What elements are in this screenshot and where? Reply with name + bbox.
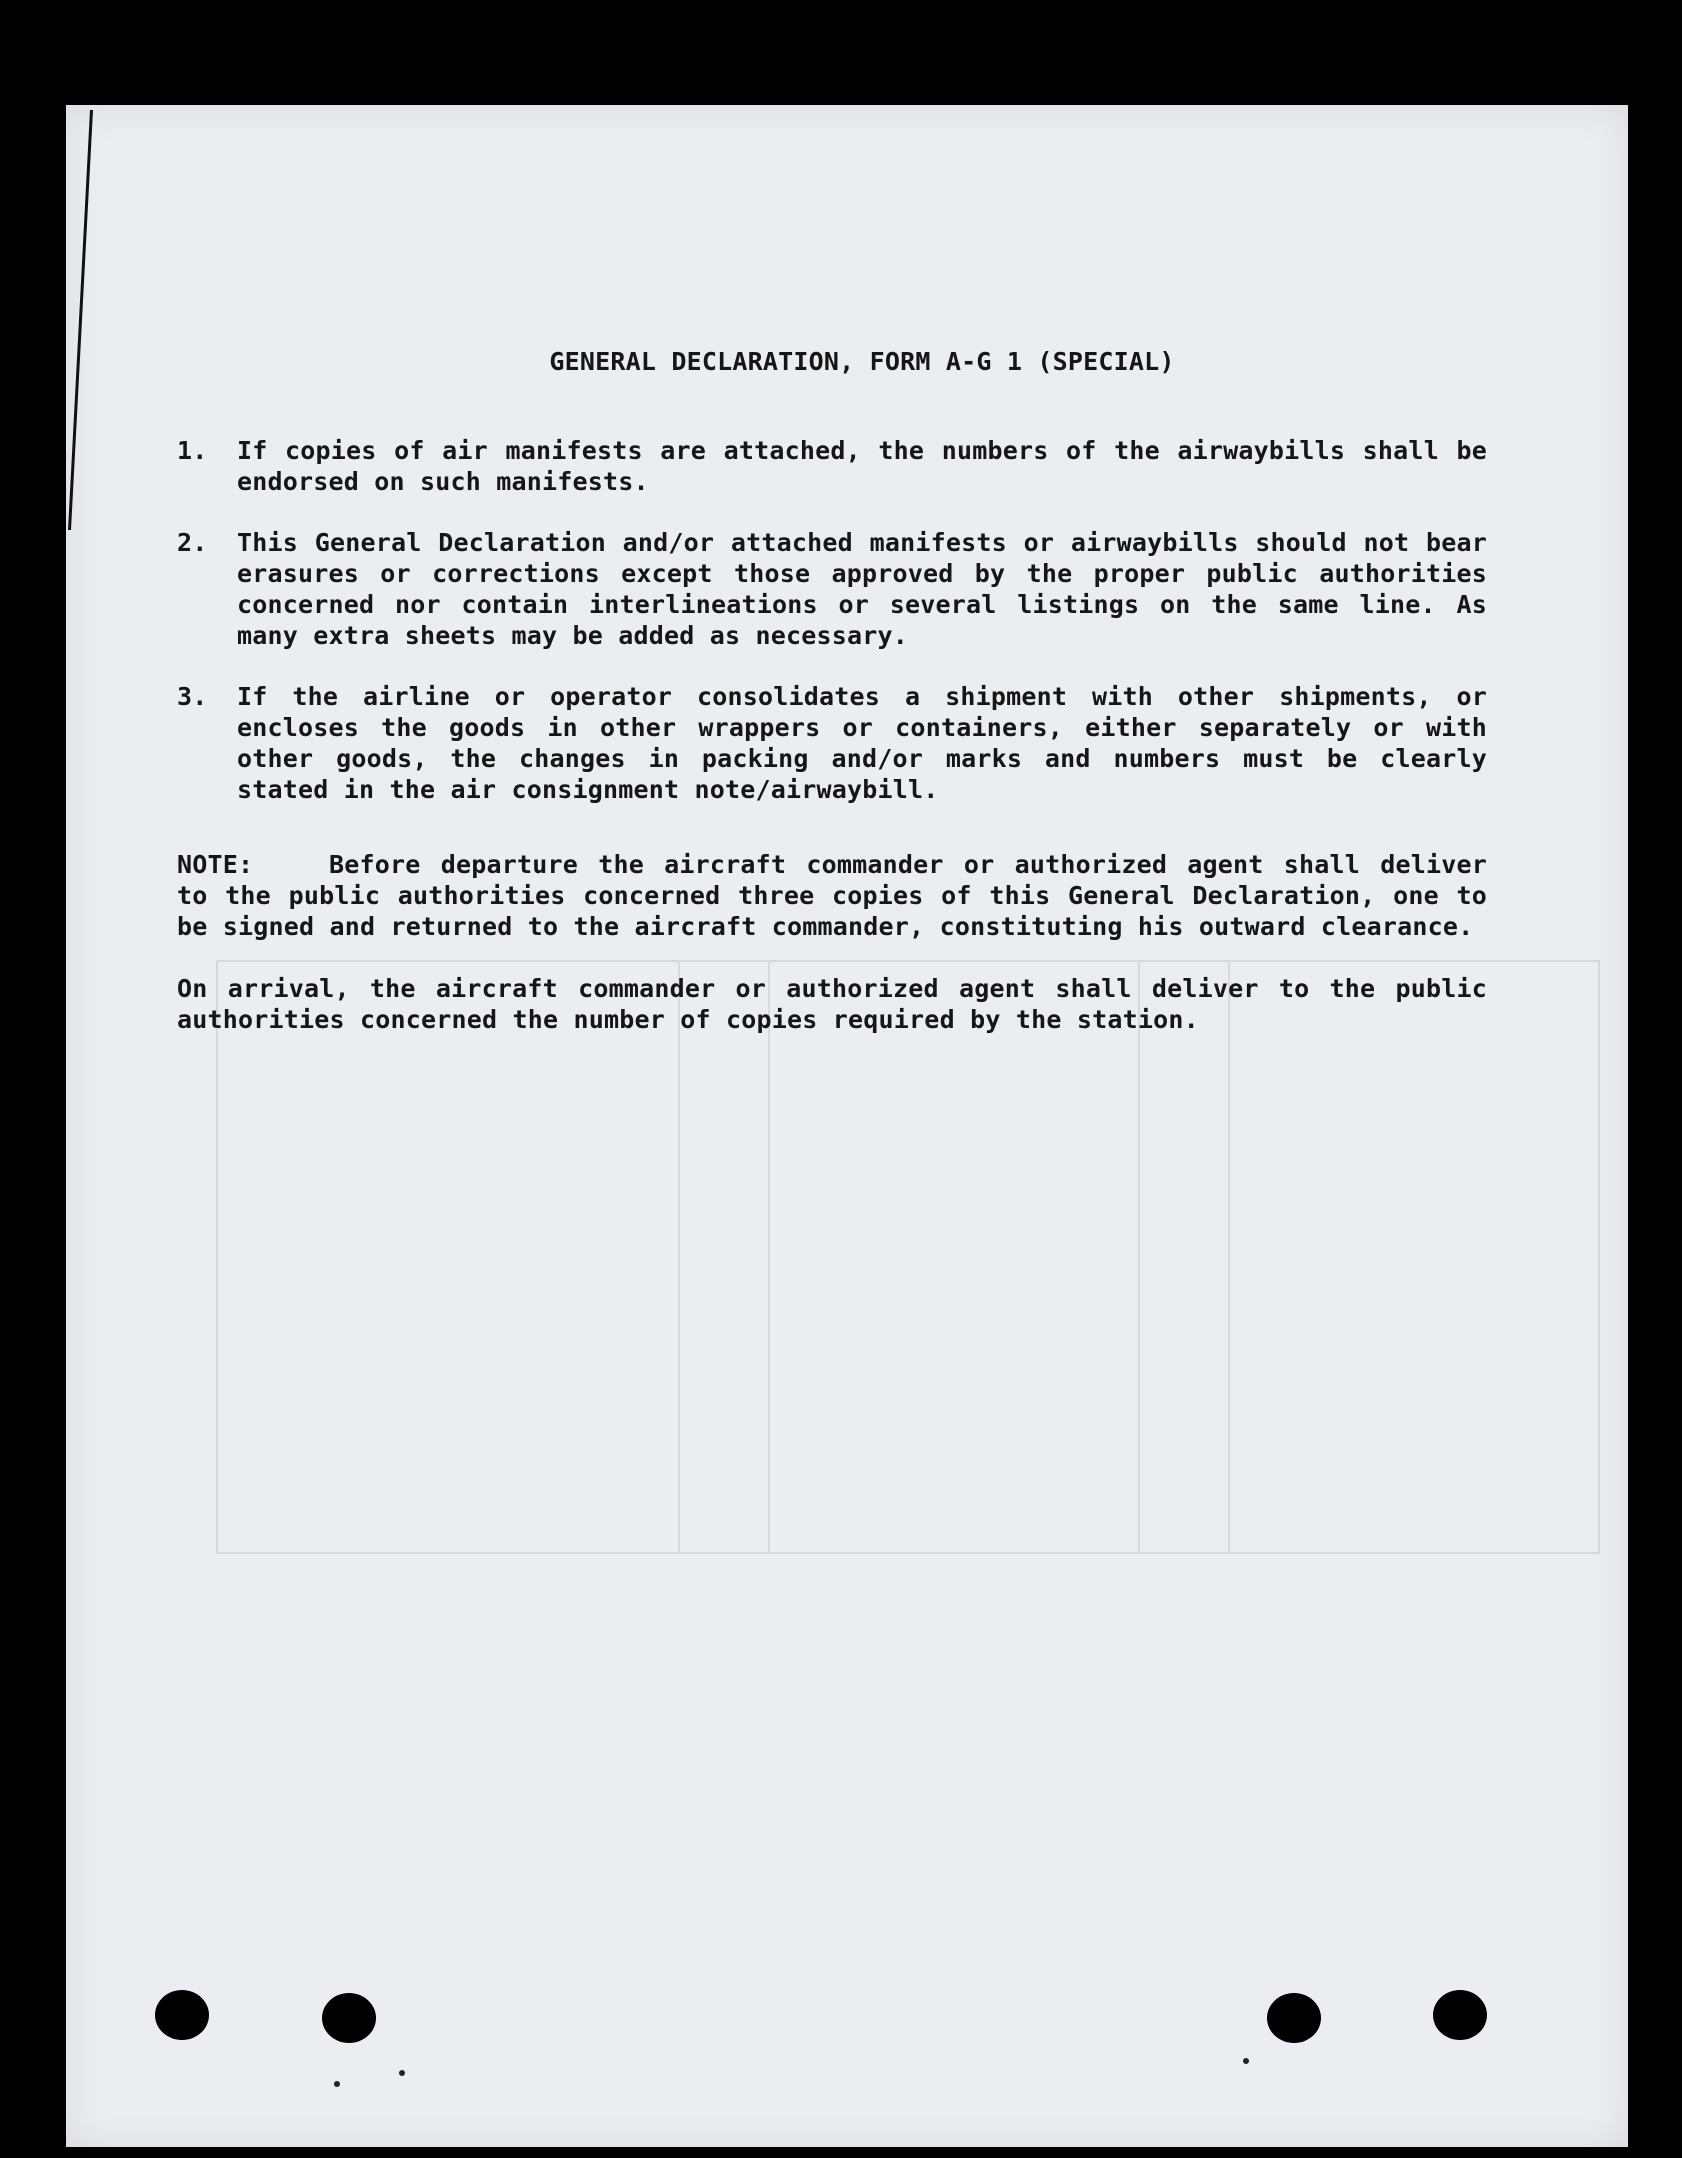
list-item bbox=[177, 527, 1487, 651]
scan-speck bbox=[399, 2070, 405, 2076]
punch-hole bbox=[1433, 1990, 1487, 2040]
item-number: 2. bbox=[177, 528, 208, 557]
punch-hole bbox=[322, 1993, 376, 2043]
scan-speck bbox=[1243, 2058, 1249, 2064]
item-text: If the airline or operator consolidates a shipment with other shipments, or encloses the goods in other wrappers or containers, either separately or with other goods, the changes in packing and/or marks and numbers must be clearly stated in the air consignment note/airwaybill. bbox=[237, 682, 1487, 804]
bleed-through-column-line bbox=[768, 962, 770, 1552]
item-text: This General Declaration and/or attached manifests or airwaybills should not bear erasures or corrections except those approved by the proper public authorities concerned nor contain interlineations or several listings on the same line. As many extra sheets may be added as necessary. bbox=[237, 528, 1487, 650]
bleed-through-table bbox=[216, 960, 1600, 1554]
item-number: 1. bbox=[177, 436, 208, 465]
punch-hole bbox=[155, 1990, 209, 2040]
bleed-through-column-line bbox=[1228, 962, 1230, 1552]
item-text: If copies of air manifests are attached, the numbers of the airwaybills shall be endorsed on such manifests. bbox=[237, 436, 1487, 496]
list-item bbox=[177, 435, 1487, 497]
note-label: NOTE: bbox=[177, 850, 254, 879]
bleed-through-column-line bbox=[678, 962, 680, 1552]
scan-speck bbox=[334, 2081, 340, 2087]
note-text: Before departure the aircraft commander or authorized agent shall deliver to the public authorities concerned three copies of this General Declaration, one to be signed and returned to the aircraft commander, constituting his outward clearance. bbox=[177, 850, 1487, 941]
punch-hole bbox=[1267, 1993, 1321, 2043]
item-number: 3. bbox=[177, 682, 208, 711]
note-paragraph bbox=[177, 849, 1487, 942]
arrival-paragraph: On arrival, the aircraft commander or authorized agent shall deliver to the public authorities concerned the number of copies required by the station. bbox=[177, 974, 1487, 1034]
document-body bbox=[177, 346, 1487, 1035]
bleed-through-column-line bbox=[1138, 962, 1140, 1552]
document-title: GENERAL DECLARATION, FORM A-G 1 (SPECIAL) bbox=[549, 347, 1175, 376]
list-item bbox=[177, 681, 1487, 805]
